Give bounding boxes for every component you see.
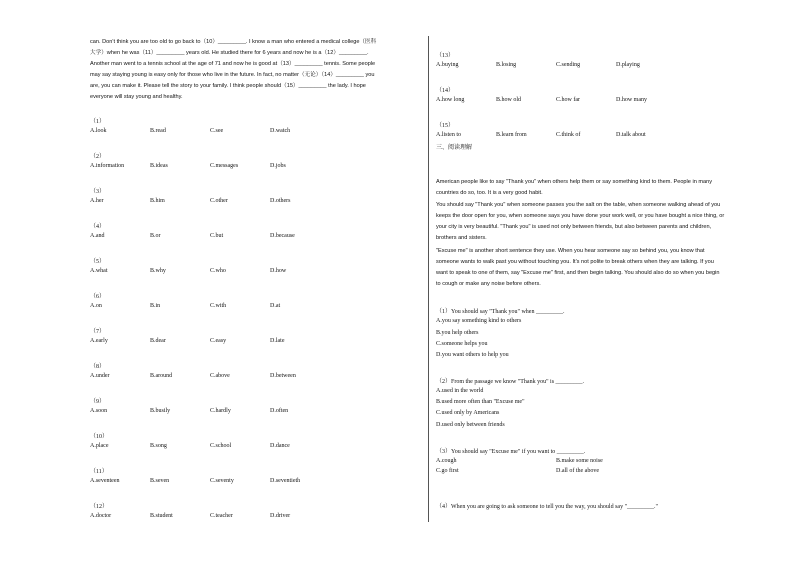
answer-option[interactable]: D.often — [270, 408, 289, 414]
answer-option[interactable]: B.read — [150, 128, 166, 134]
answer-option[interactable]: D.driver — [270, 513, 291, 519]
question-stem: （1）You should say "Thank you" when _________. — [436, 309, 565, 315]
answer-option[interactable]: C.above — [210, 373, 230, 379]
answer-option[interactable]: D.how many — [616, 97, 647, 103]
answer-option[interactable]: A.you say something kind to others — [436, 318, 522, 324]
question-number: （8） — [90, 364, 106, 370]
answer-option[interactable]: C.sending — [556, 62, 581, 68]
answer-option[interactable]: A.seventeen — [90, 478, 120, 484]
answer-option[interactable]: B.song — [150, 443, 167, 449]
question-stem: （3）You should say "Excuse me" if you want to _________. — [436, 449, 586, 455]
question-stem: （4）When you are going to ask someone to tell you the way, you should say "_________." — [436, 504, 658, 510]
answer-option[interactable]: B.used more often than "Excuse me" — [436, 399, 525, 405]
answer-option[interactable]: D.seventieth — [270, 478, 301, 484]
answer-option[interactable]: C.seventy — [210, 478, 234, 484]
answer-option[interactable]: D.playing — [616, 62, 640, 68]
answer-option[interactable]: D.how — [270, 268, 287, 274]
answer-option[interactable]: D.all of the above — [556, 468, 599, 474]
answer-option[interactable]: B.you help others — [436, 330, 479, 336]
passage-line: to cough or make any noise before others. — [436, 281, 541, 287]
answer-option[interactable]: C.go first — [436, 468, 459, 474]
answer-option[interactable]: D.between — [270, 373, 296, 379]
passage-line: keeps the door open for you, when someone says you have done your work well, or you have bought a nice thing, or — [436, 213, 725, 219]
passage-line: brothers and sisters. — [436, 235, 487, 241]
answer-option[interactable]: D.used only between friends — [436, 422, 505, 428]
answer-option[interactable]: B.why — [150, 268, 166, 274]
question-number: （14） — [436, 88, 455, 94]
passage-line: want to speak to one of them, say "Excuse me" first, and then begin talking. You should also do so when you begin — [436, 270, 720, 276]
passage-line: American people like to say "Thank you" when others help them or say something kind to them. People in many — [436, 179, 713, 185]
answer-option[interactable]: A.soon — [90, 408, 108, 414]
answer-option[interactable]: A.place — [90, 443, 109, 449]
answer-option[interactable]: C.see — [210, 128, 224, 134]
answer-option[interactable]: D.at — [270, 303, 281, 309]
passage-line: are, you can make it. Please tell the story to your family. I think people should（15）_________ the lady. I hope — [90, 83, 366, 89]
question-number: （2） — [90, 154, 106, 160]
answer-option[interactable]: B.learn from — [496, 132, 527, 138]
question-number: （9） — [90, 399, 106, 405]
answer-option[interactable]: A.how long — [436, 97, 465, 103]
question-number: （1） — [90, 119, 106, 125]
answer-option[interactable]: C.other — [210, 198, 228, 204]
answer-option[interactable]: C.who — [210, 268, 226, 274]
answer-option[interactable]: B.seven — [150, 478, 170, 484]
answer-option[interactable]: B.him — [150, 198, 165, 204]
question-number: （7） — [90, 329, 106, 335]
question-number: （4） — [90, 224, 106, 230]
answer-option[interactable]: B.busily — [150, 408, 171, 414]
passage-line: Another man went to a tennis school at the age of 71 and now he is good at（13）_________ tennis. Some people — [90, 61, 376, 67]
question-number: （12） — [90, 504, 109, 510]
answer-option[interactable]: A.used in the world — [436, 388, 484, 394]
answer-option[interactable]: D.because — [270, 233, 295, 239]
answer-option[interactable]: A.listen to — [436, 132, 461, 138]
column-divider — [428, 36, 429, 522]
answer-option[interactable]: A.on — [90, 303, 102, 309]
passage-line: can. Don't think you are too old to go back to（10）_________. I know a man who entered a medical college（医科 — [90, 39, 377, 45]
answer-option[interactable]: D.watch — [270, 128, 291, 134]
answer-option[interactable]: A.what — [90, 268, 108, 274]
answer-option[interactable]: A.early — [90, 338, 108, 344]
question-number: （10） — [90, 434, 109, 440]
question-number: （15） — [436, 123, 455, 129]
answer-option[interactable]: A.look — [90, 128, 107, 134]
question-number: （5） — [90, 259, 106, 265]
answer-option[interactable]: C.teacher — [210, 513, 233, 519]
answer-option[interactable]: D.jobs — [270, 163, 286, 169]
answer-option[interactable]: C.someone helps you — [436, 341, 488, 347]
answer-option[interactable]: D.dance — [270, 443, 290, 449]
answer-option[interactable]: D.you want others to help you — [436, 352, 509, 358]
answer-option[interactable]: C.but — [210, 233, 224, 239]
answer-option[interactable]: A.buying — [436, 62, 459, 68]
question-stem: （2）From the passage we know "Thank you" is _________. — [436, 379, 585, 385]
answer-option[interactable]: D.others — [270, 198, 291, 204]
answer-option[interactable]: B.ideas — [150, 163, 168, 169]
answer-option[interactable]: B.or — [150, 233, 161, 239]
answer-option[interactable]: B.student — [150, 513, 173, 519]
answer-option[interactable]: B.dear — [150, 338, 166, 344]
answer-option[interactable]: B.losing — [496, 62, 517, 68]
answer-option[interactable]: A.cough — [436, 458, 457, 464]
answer-option[interactable]: A.under — [90, 373, 110, 379]
answer-option[interactable]: A.doctor — [90, 513, 112, 519]
answer-option[interactable]: C.school — [210, 443, 232, 449]
question-number: （3） — [90, 189, 106, 195]
section-heading: 三、阅读理解 — [436, 145, 473, 151]
question-number: （6） — [90, 294, 106, 300]
passage-line: countries do so, too. It is a very good habit. — [436, 190, 543, 196]
question-number: （11） — [90, 469, 108, 475]
answer-option[interactable]: A.information — [90, 163, 125, 169]
answer-option[interactable]: D.talk about — [616, 132, 646, 138]
answer-option[interactable]: C.hardly — [210, 408, 231, 414]
passage-line: everyone will stay young and healthy. — [90, 94, 183, 100]
answer-option[interactable]: C.how far — [556, 97, 580, 103]
answer-option[interactable]: B.in — [150, 303, 161, 309]
question-number: （13） — [436, 53, 455, 59]
answer-option[interactable]: C.easy — [210, 338, 227, 344]
answer-option[interactable]: A.and — [90, 233, 105, 239]
answer-option[interactable]: C.with — [210, 303, 227, 309]
passage-line: your city is very beautiful. "Thank you" is used not only between friends, but also between parents and children, — [436, 224, 712, 230]
passage-line: You should say "Thank you" when someone passes you the salt on the table, when someone walking ahead of you — [436, 202, 721, 208]
passage-line: may say staying young is easy only for those who live in the future. In fact, no matter（无论）（14）_________ you — [90, 72, 375, 78]
passage-line: 大学）when he was（11）_________ years old. He studied there for 6 years and now he is a（12）_________. — [90, 50, 369, 56]
answer-option[interactable]: B.how old — [496, 97, 522, 103]
answer-option[interactable]: D.late — [270, 338, 285, 344]
answer-option[interactable]: B.make some noise — [556, 458, 603, 464]
answer-option[interactable]: C.used only by Americans — [436, 410, 500, 416]
answer-option[interactable]: B.around — [150, 373, 173, 379]
answer-option[interactable]: C.think of — [556, 132, 581, 138]
answer-option[interactable]: A.her — [90, 198, 104, 204]
passage-line: "Excuse me" is another short sentence they use. When you hear someone say so behind you, you know that — [436, 248, 705, 254]
passage-line: someone wants to walk past you without touching you. It's not polite to break others when they are talking. If you — [436, 259, 714, 265]
answer-option[interactable]: C.messages — [210, 163, 239, 169]
